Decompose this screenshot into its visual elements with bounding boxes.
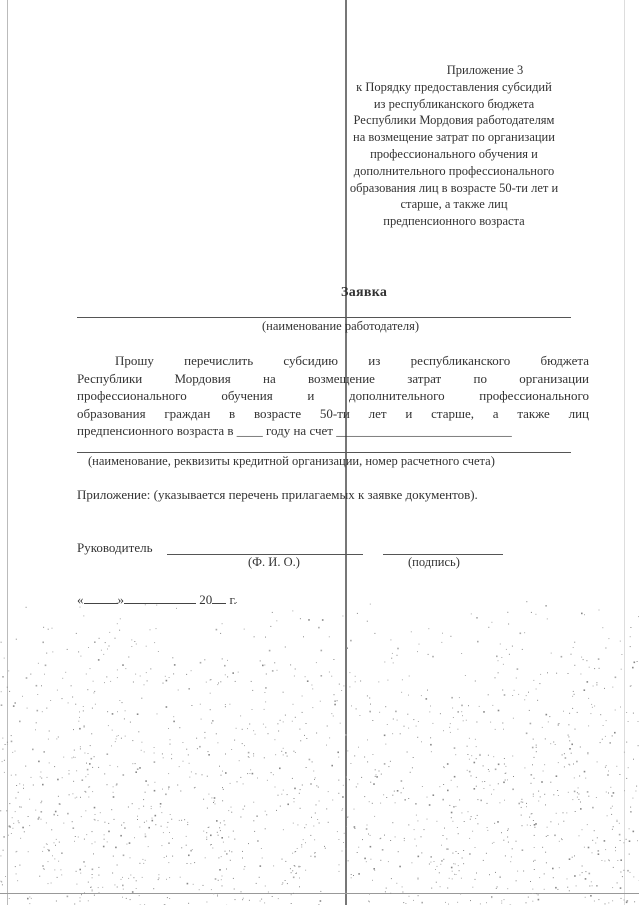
request-line: предпенсионного возраста в ____ году на счет ___________________________ [77,423,512,438]
name-caption: (Ф. И. О.) [248,555,300,569]
bank-details-caption: (наименование, реквизиты кредитной организации, номер расчетного счета) [88,454,495,468]
request-paragraph [77,352,589,440]
date-day-blank[interactable] [84,591,118,604]
date-close-quote: » [117,592,124,607]
appendix-number: Приложение 3 [446,63,524,77]
signature-label: Руководитель [77,540,153,555]
request-line: Республики Мордовия на возмещение затрат по организации [77,370,589,386]
request-line: Прошу перечислить субсидию из республиканского бюджета [115,353,589,368]
attachment-note: Приложение: (указывается перечень прилагаемых к заявке документов). [77,487,478,502]
date-open-quote: « [77,592,84,607]
document-title: Заявка [341,285,388,300]
request-line: образования граждан в возрасте 50-ти лет и старше, а также лиц [77,405,589,421]
employer-name-line[interactable] [77,317,571,318]
appendix-line: профессионального обучения и [370,146,538,161]
appendix-line: предпенсионного возраста [383,214,525,229]
scan-noise [0,600,639,905]
request-line: профессионального обучения и дополнительного профессионального [77,388,589,403]
appendix-line: Республики Мордовия работодателям [353,113,555,128]
date-year-prefix: 20 [199,592,213,607]
appendix-line: на возмещение затрат по организации [353,130,555,145]
bank-details-line[interactable] [77,452,571,453]
employer-name-caption: (наименование работодателя) [262,319,420,333]
date-month-blank[interactable] [124,591,196,604]
date-year-suffix: г. [229,592,237,607]
appendix-header [315,62,593,230]
appendix-line: дополнительного профессионального [353,163,555,178]
sign-caption: (подпись) [408,555,460,569]
appendix-line: к Порядку предоставления субсидий [356,79,552,94]
appendix-line: образования лиц в возрасте 50-ти лет и [349,180,559,195]
appendix-line: старше, а также лиц [400,197,508,212]
date-year-blank[interactable] [212,591,226,604]
appendix-line: из республиканского бюджета [373,96,535,111]
date-line [77,591,237,608]
